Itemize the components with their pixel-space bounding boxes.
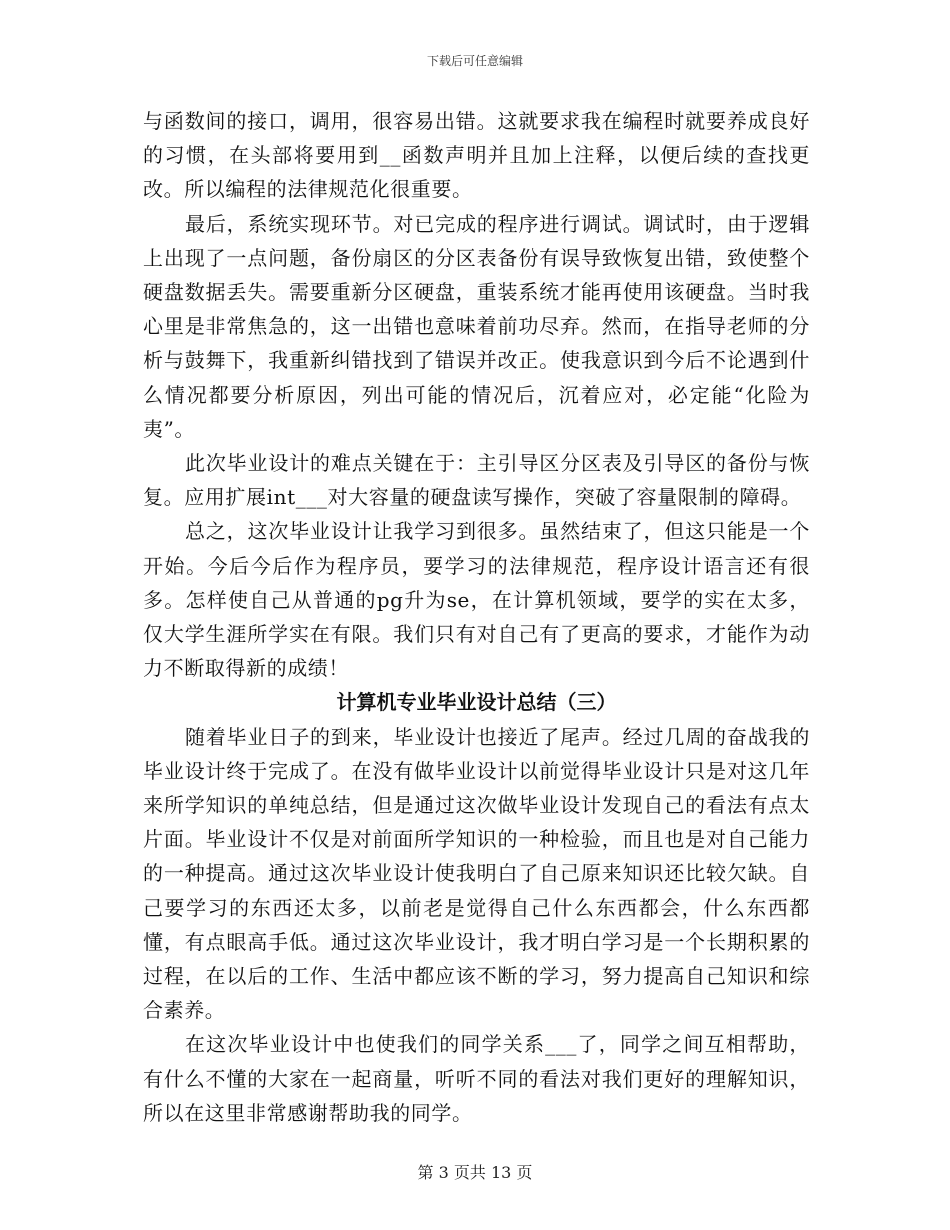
page-header: 下载后可任意编辑 [426,54,523,68]
paragraph-section-intro: 随着毕业日子的到来，毕业设计也接近了尾声。经过几周的奋战我的毕业设计终于完成了。在没有做毕业设计以前觉得毕业设计只是对这几年来所学知识的单纯总结，但是通过这次做毕业设计发现自己的看法有点太片面。毕业设计不仅是对前面所学知识的一种检验，而且也是对自己能力的一种提高。通过这次毕业设计使我明白了自己原来知识还比较欠缺。自己要学习的东西还太多，以前老是觉得自己什么东西都会，什么东西都懂，有点眼高手低。通过这次毕业设计，我才明白学习是一个长期积累的过程，在以后的工作、生活中都应该不断的学习，努力提高自己知识和综合素养。 [143,724,810,1023]
paragraph-continuation: 与函数间的接口，调用，很容易出错。这就要求我在编程时就要养成良好的习惯，在头部将要用到__函数声明并且加上注释，以便后续的查找更改。所以编程的法律规范化很重要。 [143,109,810,202]
document-body [143,104,810,1130]
section-heading: 计算机专业毕业设计总结（三） [336,690,617,715]
page-footer: 第 3 页共 13 页 [417,1163,533,1182]
paragraph-conclusion: 总之，这次毕业设计让我学习到很多。虽然结束了，但这只能是一个开始。今后今后作为程序员，要学习的法律规范，程序设计语言还有很多。怎样使自己从普通的pg升为se，在计算机领域，要学的实在太多，仅大学生涯所学实在有限。我们只有对自己有了更高的要求，才能作为动力不断取得新的成绩！ [143,519,810,681]
paragraph-system-implementation: 最后，系统实现环节。对已完成的程序进行调试。调试时，由于逻辑上出现了一点问题，备份扇区的分区表备份有误导致恢复出错，致使整个硬盘数据丢失。需要重新分区硬盘，重装系统才能再使用该硬盘。当时我心里是非常焦急的，这一出错也意味着前功尽弃。然而，在指导老师的分析与鼓舞下，我重新纠错找到了错误并改正。使我意识到今后不论遇到什么情况都要分析原因，列出可能的情况后，沉着应对，必定能“化险为夷”。 [143,211,810,441]
paragraph-difficulty: 此次毕业设计的难点关键在于：主引导区分区表及引导区的备份与恢复。应用扩展int___对大容量的硬盘读写操作，突破了容量限制的障碍。 [143,451,810,510]
paragraph-classmates: 在这次毕业设计中也使我们的同学关系___了，同学之间互相帮助，有什么不懂的大家在一起商量，听听不同的看法对我们更好的理解知识，所以在这里非常感谢帮助我的同学。 [143,1032,810,1125]
